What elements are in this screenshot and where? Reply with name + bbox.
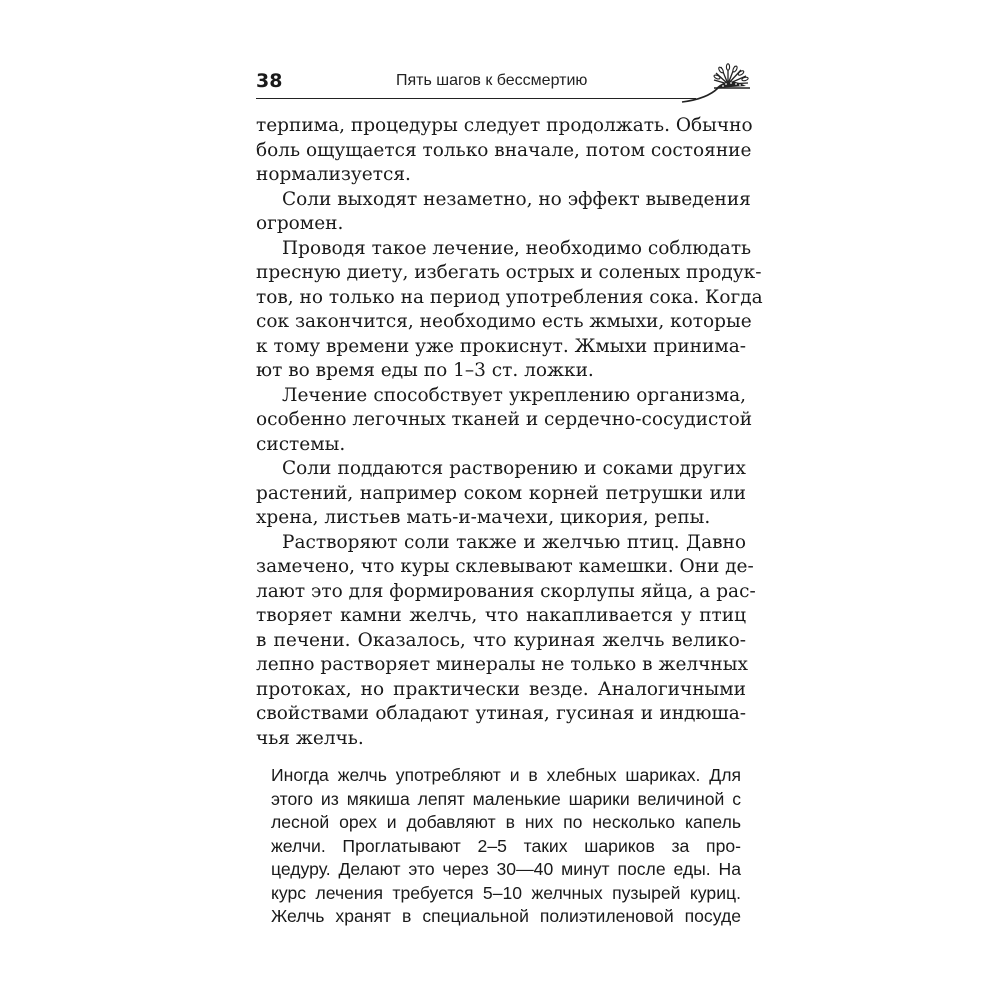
text-line: протоках, но практически везде. Аналогичными (256, 678, 746, 700)
text-line: к тому времени уже прокиснут. Жмыхи принима- (256, 335, 746, 357)
text-line: нормализуется. (256, 164, 411, 185)
inset-text-line: цедуру. Делают это через 30—40 минут после еды. На (271, 859, 741, 879)
text-line: Лечение способствует укреплению организма, (282, 384, 746, 406)
text-line: пресную диету, избегать острых и соленых продук- (256, 262, 762, 283)
inset-text-line: Иногда желчь употребляют и в хлебных шариках. Для (271, 765, 741, 785)
text-line: лепно растворяет минералы не только в желчных (256, 654, 748, 675)
text-line: ют во время еды по 1–3 ст. ложки. (256, 360, 594, 381)
inset-text-line: желчи. Проглатывают 2–5 таких шариков за про- (271, 835, 741, 856)
inset-text-line: Желчь хранят в специальной полиэтиленовой посуде (271, 906, 741, 926)
running-title: Пять шагов к бессмертию (396, 72, 588, 89)
text-line: Соли поддаются растворению и соками других (282, 458, 746, 479)
page-number: 38 (256, 70, 283, 92)
text-line: хрена, листьев мать-и-мачехи, цикория, репы. (256, 507, 711, 528)
text-line: Проводя такое лечение, необходимо соблюдать (282, 237, 752, 259)
text-line: терпима, процедуры следует продолжать. Обычно (256, 115, 753, 136)
text-line: тов, но только на период употребления сока. Когда (256, 286, 763, 308)
text-line: системы. (256, 433, 346, 455)
inset-note-block (271, 764, 741, 929)
main-text-block (256, 114, 763, 751)
text-line: лают это для формирования скорлупы яйца, а рас- (256, 580, 756, 602)
text-line: замечено, что куры склевывают камешки. Они де- (256, 556, 754, 577)
text-line: в печени. Оказалось, что куриная желчь велико- (256, 629, 746, 651)
text-line: боль ощущается только вначале, потом состояние (256, 139, 752, 161)
text-line: растений, например соком корней петрушки или (256, 482, 746, 504)
text-line: Растворяют соли также и желчью птиц. Давно (282, 531, 746, 553)
inset-text-line: этого из мякиша лепят маленькие шарики величиной с (271, 788, 741, 809)
text-line: сок закончится, необходимо есть жмыхи, которые (256, 311, 752, 332)
header-rule (256, 98, 696, 99)
text-line: огромен. (256, 213, 344, 234)
text-line: Соли выходят незаметно, но эффект выведения (282, 188, 751, 210)
text-line: свойствами обладают утиная, гусиная и индюша- (256, 703, 746, 724)
text-line: чья желчь. (256, 727, 364, 749)
flower-ornament-icon (676, 58, 756, 108)
text-line: творяет камни желчь, что накапливается у птиц (256, 605, 746, 626)
inset-text-line: лесной орех и добавляют в них по несколько капель (271, 812, 741, 832)
page-header (256, 64, 746, 104)
inset-text-line: курс лечения требуется 5–10 желчных пузырей куриц. (271, 882, 741, 903)
text-line: особенно легочных тканей и сердечно-сосудистой (256, 409, 753, 430)
